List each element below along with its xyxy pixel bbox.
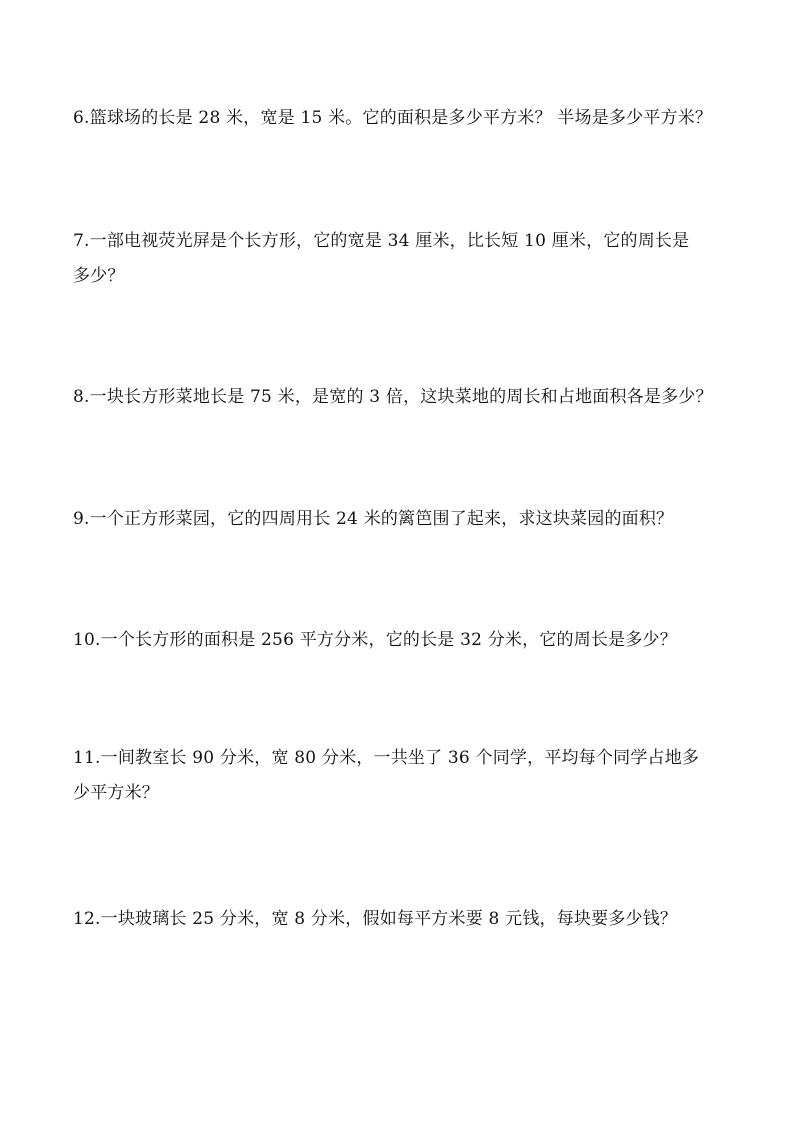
question-7-line-1: 7.一部电视荧光屏是个长方形，它的宽是 34 厘米，比长短 10 厘米，它的周长是	[73, 231, 690, 251]
question-6	[73, 101, 723, 136]
question-11	[73, 741, 723, 811]
question-6-line-1: 6.篮球场的长是 28 米，宽是 15 米。它的面积是多少平方米？ 半场是多少平方米？	[73, 108, 713, 128]
question-10	[73, 623, 723, 658]
question-8-line-1: 8.一块长方形菜地长是 75 米，是宽的 3 倍，这块菜地的周长和占地面积各是多少？	[73, 387, 713, 407]
question-11-line-1: 11.一间教室长 90 分米，宽 80 分米，一共坐了 36 个同学，平均每个同学占地多	[73, 748, 700, 768]
question-10-line-1: 10.一个长方形的面积是 256 平方分米，它的长是 32 分米，它的周长是多少？	[73, 630, 677, 650]
question-9	[73, 502, 723, 537]
question-7	[73, 224, 723, 294]
question-7-line-2: 多少？	[73, 266, 125, 286]
question-11-line-2: 少平方米？	[73, 783, 159, 803]
question-9-line-1: 9.一个正方形菜园，它的四周用长 24 米的篱笆围了起来，求这块菜园的面积？	[73, 509, 674, 529]
question-8	[73, 380, 723, 415]
question-12-line-1: 12.一块玻璃长 25 分米，宽 8 分米，假如每平方米要 8 元钱，每块要多少钱？	[73, 909, 678, 929]
question-12	[73, 902, 723, 937]
